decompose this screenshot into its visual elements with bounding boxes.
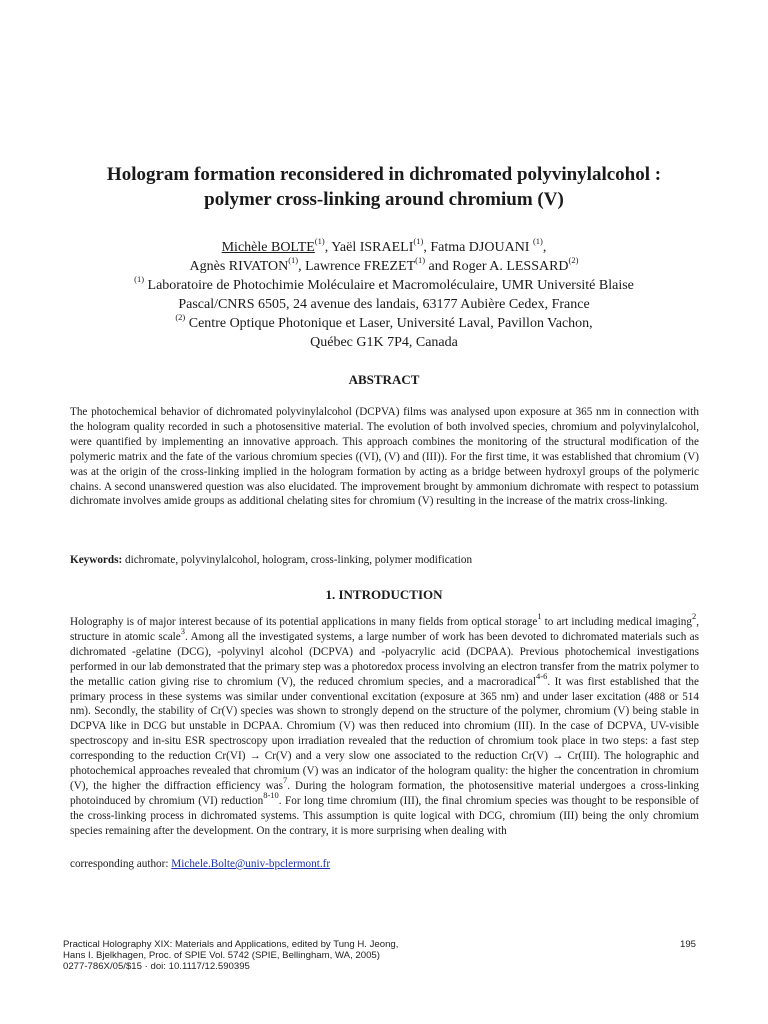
title-line-2: polymer cross-linking around chromium (V) <box>204 189 564 210</box>
corresponding-author <box>70 857 699 872</box>
keywords-text: dichromate, polyvinylalcohol, hologram, cross-linking, polymer modification <box>122 554 473 566</box>
intro-segment: , structure in atomic scale <box>70 616 699 643</box>
intro-segment: . For long time chromium (III), the final chromium species was thought to be responsible of the cross-linking process in dichromated systems. This assumption is quite logical with DCG, chromium (III) being the only chromium species remaining after the development. On the contrary, it is more surprising when dealing with <box>70 794 699 837</box>
intro-segment: Holography is of major interest because of its potential applications in many fields from optical storage <box>70 616 538 628</box>
corresponding-email-link[interactable]: Michele.Bolte@univ-bpclermont.fr <box>171 858 331 870</box>
citation: 7 <box>283 775 288 786</box>
introduction-heading: 1. INTRODUCTION <box>325 587 443 602</box>
affiliation-marker: (1) <box>288 255 299 266</box>
citation: 4-6 <box>536 670 548 681</box>
citation: 1 <box>537 611 542 622</box>
intro-segment: . During the hologram formation, the photosensitive material undergoes a cross-linking photoinduced by chromium (VI) reduction <box>70 779 700 807</box>
author-line-1 <box>40 238 728 257</box>
affiliation-marker: (2) <box>568 255 579 266</box>
affiliation-2-line-1 <box>40 314 728 333</box>
affiliation-marker: (1) <box>134 274 145 285</box>
title-line-1: Hologram formation reconsidered in dichromated polyvinylalcohol : <box>106 164 662 185</box>
affiliation-1-line-1 <box>40 276 728 295</box>
publication-footer <box>63 939 623 972</box>
affiliation-1-line-2: Pascal/CNRS 6505, 24 avenue des landais, 63177 Aubière Cedex, France <box>178 297 590 312</box>
citation: 8-10 <box>263 790 279 801</box>
footer-line-3: 0277-786X/05/$15 · doi: 10.1117/12.590395 <box>63 961 250 972</box>
affiliation-marker: (1) <box>413 236 424 247</box>
affiliation-2-line-2: Québec G1K 7P4, Canada <box>310 335 458 350</box>
affiliation-text: Centre Optique Photonique et Laser, Université Laval, Pavillon Vachon, <box>185 316 593 331</box>
author-name: , Yaël ISRAELI <box>324 240 414 255</box>
author-name: , Lawrence FREZET <box>298 259 416 274</box>
abstract-heading: ABSTRACT <box>348 372 420 387</box>
intro-segment: . It was first established that the primary process in these systems was similar under conventional excitation (exposure at 365 nm) and under laser excitation (488 or 514 nm). Secondly, the stability of Cr(V) species was shown to strongly depend on the structure of the polymer, chromium (V) being stable in DCPVA like in DCG but unstable in DCPAA. Chromium (V) was then reduced into chromium (III). In the case of DCPVA, UV-visible spectroscopy and in-situ ESR spectroscopy upon irradiation revealed that the reduction of chromium took place in two steps: a fast step corresponding to the reduction Cr(VI) → Cr(V) and a very slow one associated to the reduction Cr(V) → Cr(III). The holographic and photochemical approaches revealed that chromium (V) was an indicator of the hologram quality: the higher the concentration in chromium (V), the higher the diffraction efficiency was <box>70 675 699 792</box>
introduction-text <box>70 611 700 839</box>
keywords <box>70 553 699 568</box>
author-name: , Fatma DJOUANI <box>423 240 533 255</box>
intro-segment: . Among all the investigated systems, a large number of work has been devoted to dichromated materials such as dichromated -gelatine (DCG), -polyvinyl alcohol (DCPVA) and -polyacrylic acid (DCPAA). Previous photochemical investigations performed in our lab demonstrated that the primary step was a photoredox process involving an electron transfer from the matrix polymer to the metallic cation giving rise to chromium (V), the reduced chromium species, and a macroradical <box>70 630 699 688</box>
footer-line-2: Hans I. Bjelkhagen, Proc. of SPIE Vol. 5742 (SPIE, Bellingham, WA, 2005) <box>63 950 380 961</box>
author-block <box>40 238 728 352</box>
affiliation-marker: (2) <box>175 312 186 323</box>
abstract-text: The photochemical behavior of dichromated polyvinylalcohol (DCPVA) films was analysed upon exposure at 365 nm in connection with the hologram quality recorded in such a photosensitive material. The evolution of both involved species, chromium and polyvinylalcohol, were quantified by implementing an innovative approach. This approach combines the monitoring of the structural modification of the polymeric matrix and the fate of the various chromium species ((VI), (V) and (III)). For the first time, it was established that chromium (V) was at the origin of the cross-linking implied in the hologram formation by acting as a bridge between hydroxyl groups of the polymeric chains. A second unanswered question was also elucidated. The improvement brought by ammonium dichromate with respect to potassium dichromate involves amide groups as additional chelating sites for chromium (V) resulting in the increase of the matrix cross-linking. <box>70 406 699 508</box>
page-number: 195 <box>680 939 697 950</box>
author-name: Agnès RIVATON <box>189 259 289 274</box>
keywords-label: Keywords: <box>70 554 123 566</box>
citation: 3 <box>180 626 185 637</box>
affiliation-text: Laboratoire de Photochimie Moléculaire et Macromoléculaire, UMR Université Blaise <box>144 278 634 293</box>
citation: 2 <box>691 611 697 622</box>
author-separator: , <box>542 240 547 255</box>
author-name: Michèle BOLTE <box>221 240 315 255</box>
corresponding-label: corresponding author: <box>70 858 172 870</box>
affiliation-marker: (1) <box>532 236 543 247</box>
paper-title <box>40 162 728 212</box>
affiliation-marker: (1) <box>415 255 426 266</box>
author-name: and Roger A. LESSARD <box>425 259 569 274</box>
affiliation-marker: (1) <box>314 236 325 247</box>
footer-line-1: Practical Holography XIX: Materials and Applications, edited by Tung H. Jeong, <box>63 939 399 950</box>
intro-segment: to art including medical imaging <box>541 616 692 628</box>
